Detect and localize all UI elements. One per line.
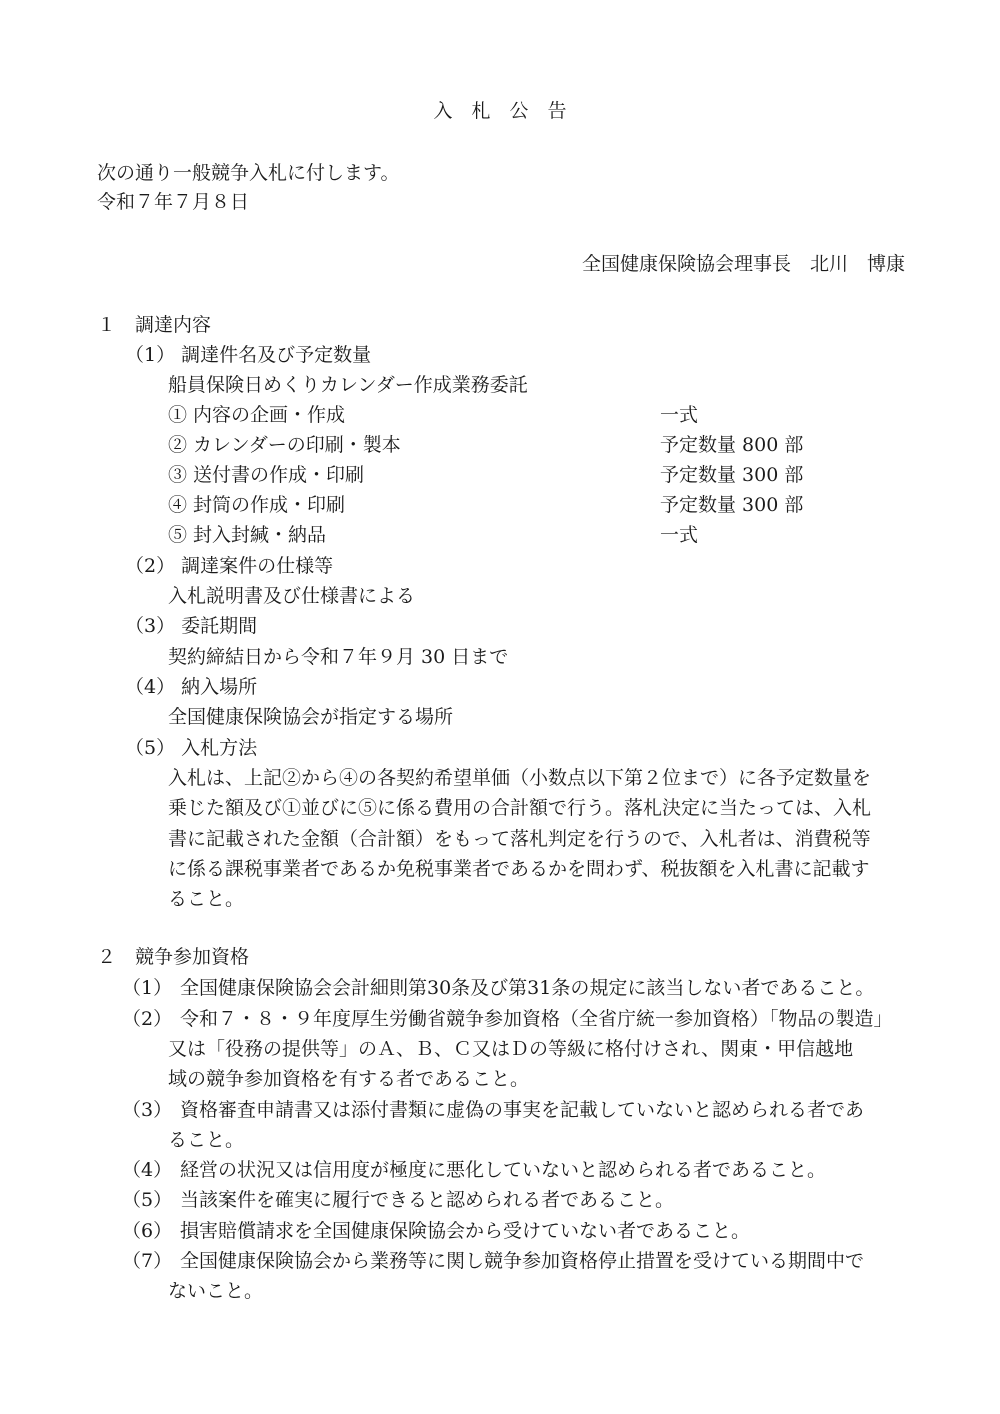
bid-method-line: 乗じた額及び①並びに⑤に係る費用の合計額で行う。落札決定に当たっては、入札: [168, 797, 872, 819]
qual-5-line: 当該案件を確実に履行できると認められる者であること。: [180, 1189, 675, 1211]
issuer-signature: 全国健康保険協会理事長 北川 博康: [581, 253, 905, 275]
bid-method-line: 入札は、上記②から④の各契約希望単価（小数点以下第２位まで）に各予定数量を: [168, 767, 872, 789]
project-name: 船員保険日めくりカレンダー作成業務委託: [168, 374, 528, 396]
item-4-qty: 予定数量 300 部: [660, 494, 804, 516]
bid-method-line: 書に記載された金額（合計額）をもって落札判定を行うので、入札者は、消費税等: [168, 828, 871, 850]
qual-3-line: ること。: [168, 1129, 245, 1151]
section1-sub3-heading: （3） 委託期間: [125, 615, 258, 637]
notice-date: 令和７年７月８日: [97, 191, 250, 213]
qual-4-number: （4）: [122, 1159, 173, 1181]
section1-sub2-body: 入札説明書及び仕様書による: [168, 585, 416, 607]
qual-7-line: 全国健康保険協会から業務等に関し競争参加資格停止措置を受けている期間中で: [180, 1250, 865, 1272]
qual-1-line: 全国健康保険協会会計細則第30条及び第31条の規定に該当しない者であること。: [180, 977, 875, 999]
item-2-qty: 予定数量 800 部: [660, 434, 804, 456]
qual-4-line: 経営の状況又は信用度が極度に悪化していないと認められる者であること。: [180, 1159, 827, 1181]
qual-3-number: （3）: [122, 1099, 173, 1121]
qual-7-number: （7）: [122, 1250, 173, 1272]
item-3-label: ③ 送付書の作成・印刷: [168, 464, 365, 486]
item-5-qty: 一式: [660, 524, 699, 546]
section1-heading: １ 調達内容: [97, 314, 212, 336]
section1-sub3-body: 契約締結日から令和７年９月 30 日まで: [168, 646, 509, 668]
qual-2-number: （2）: [122, 1008, 173, 1030]
qual-2-line: 令和７・８・９年度厚生労働省競争参加資格（全省庁統一参加資格）「物品の製造」: [180, 1008, 893, 1030]
section2-heading: ２ 競争参加資格: [97, 946, 250, 968]
bid-method-line: ること。: [168, 888, 245, 910]
intro-text: 次の通り一般競争入札に付します。: [97, 162, 400, 184]
qual-6-line: 損害賠償請求を全国健康保険協会から受けていない者であること。: [180, 1220, 751, 1242]
qual-3-line: 資格審査申請書又は添付書類に虚偽の事実を記載していないと認められる者であ: [180, 1099, 865, 1121]
item-1-qty: 一式: [660, 404, 699, 426]
qual-2-line: 又は「役務の提供等」のＡ、Ｂ、Ｃ又はＤの等級に格付けされ、関東・甲信越地: [168, 1038, 854, 1060]
qual-5-number: （5）: [122, 1189, 173, 1211]
section1-sub2-heading: （2） 調達案件の仕様等: [125, 555, 334, 577]
bid-method-line: に係る課税事業者であるか免税事業者であるかを問わず、税抜額を入札書に記載す: [168, 858, 870, 880]
item-5-label: ⑤ 封入封緘・納品: [168, 524, 327, 546]
item-3-qty: 予定数量 300 部: [660, 464, 804, 486]
item-1-label: ① 内容の企画・作成: [168, 404, 346, 426]
item-4-label: ④ 封筒の作成・印刷: [168, 494, 346, 516]
notice-title: 入 札 公 告: [433, 100, 567, 122]
qual-1-number: （1）: [122, 977, 173, 999]
section1-sub1-heading: （1） 調達件名及び予定数量: [125, 344, 372, 366]
qual-2-line: 域の競争参加資格を有する者であること。: [168, 1068, 530, 1090]
section1-sub5-heading: （5） 入札方法: [125, 737, 258, 759]
qual-6-number: （6）: [122, 1220, 173, 1242]
section1-sub4-body: 全国健康保険協会が指定する場所: [168, 706, 454, 728]
qual-7-line: ないこと。: [168, 1280, 264, 1302]
item-2-label: ② カレンダーの印刷・製本: [168, 434, 401, 456]
section1-sub4-heading: （4） 納入場所: [125, 676, 258, 698]
